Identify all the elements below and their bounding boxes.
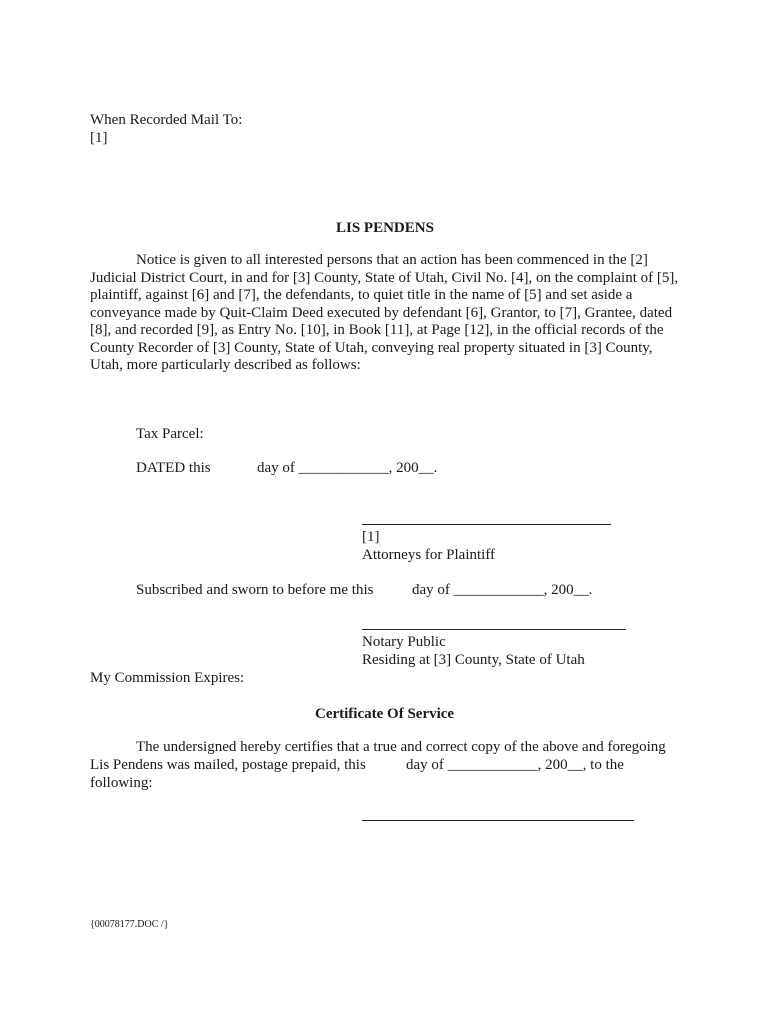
subscribed-day-of: day of ____________, 200__. bbox=[412, 582, 593, 598]
notice-paragraph bbox=[90, 252, 680, 375]
notary-signature-line bbox=[362, 629, 626, 630]
certificate-signature-line bbox=[362, 820, 634, 821]
certificate-line-1: The undersigned hereby certifies that a true and correct copy of the above and foregoing bbox=[136, 739, 666, 755]
notice-text: Notice is given to all interested persons that an action has been commenced in the [2] Judicial District Court, in and for [3] County, State of Utah, Civil No. [4], on the complaint of [5], plaintiff, against [6] and [7], the defendants, to quiet title in the name of [5] and set aside a conveyance made by Quit-Claim Deed executed by defendant [6], Grantor, to [7], Grantee, dated [8], and recorded [9], as Entry No. [10], in Book [11], at Page [12], in the official records of the County Recorder of [3] County, State of Utah, conveying real property situated in [3] County, Utah, more particularly described as follows: bbox=[90, 252, 679, 373]
mail-to-value: [1] bbox=[90, 130, 108, 146]
signature-line bbox=[362, 524, 611, 525]
document-footer: {00078177.DOC /} bbox=[90, 919, 169, 930]
signature-title: Attorneys for Plaintiff bbox=[362, 547, 496, 563]
dated-prefix: DATED this bbox=[136, 460, 211, 476]
mail-to-label: When Recorded Mail To: bbox=[90, 112, 243, 128]
dated-day-of: day of ____________, 200__. bbox=[257, 460, 438, 476]
certificate-line-2-prefix: Lis Pendens was mailed, postage prepaid, this bbox=[90, 757, 366, 773]
certificate-line-3: following: bbox=[90, 775, 153, 791]
notary-residing: Residing at [3] County, State of Utah bbox=[362, 652, 585, 668]
certificate-title: Certificate Of Service bbox=[315, 706, 455, 722]
document-title: LIS PENDENS bbox=[336, 220, 434, 236]
certificate-line-2-suffix: day of ____________, 200__, to the bbox=[406, 757, 624, 773]
subscribed-prefix: Subscribed and sworn to before me this bbox=[136, 582, 374, 598]
signature-name: [1] bbox=[362, 529, 380, 545]
tax-parcel-label: Tax Parcel: bbox=[136, 426, 204, 442]
notary-title: Notary Public bbox=[362, 634, 446, 650]
commission-expires-label: My Commission Expires: bbox=[90, 670, 245, 686]
